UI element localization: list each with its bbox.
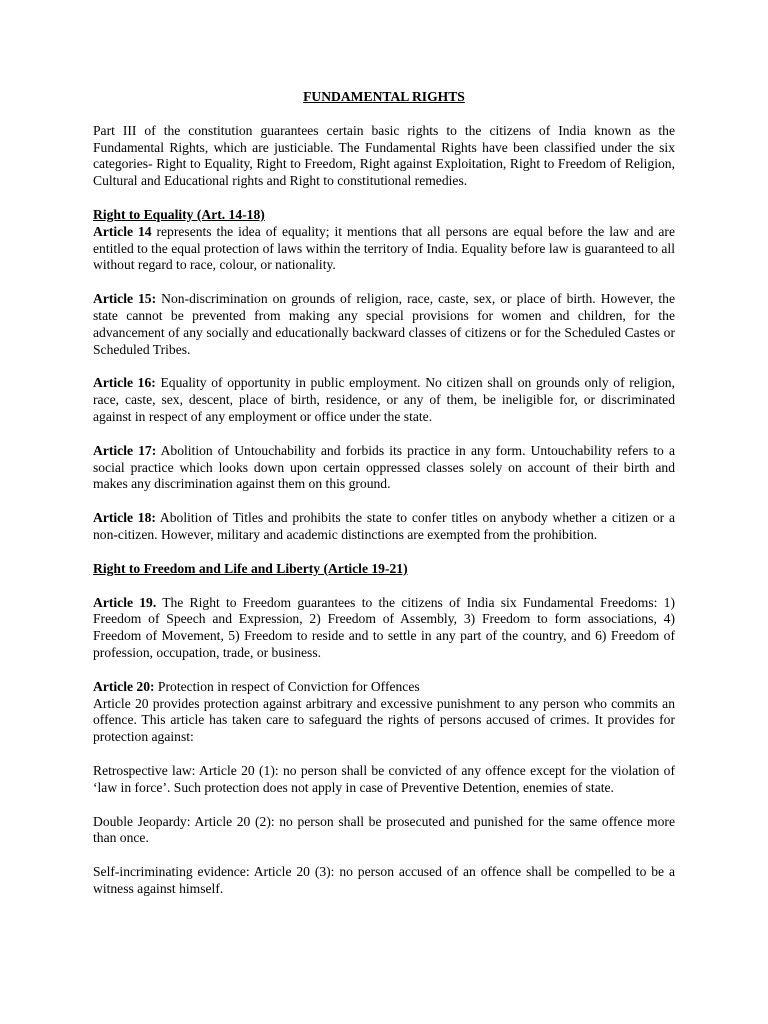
intro-paragraph: Part III of the constitution guarantees certain basic rights to the citizens of India known as the Fundamental Rights, which are justiciable. The Fundamental Rights have been classified under the six categories- Right to Equality, Right to Freedom, Right against Exploitation, Right to Freedom of Religion, Cultural and Educational rights and Right to constitutional remedies. [93,122,675,189]
article-text: Abolition of Untouchability and forbids its practice in any form. Untouchability refers to a social practice which looks down upon certain oppressed classes solely on account of their birth and makes any discrimination against them on this ground. [93,442,675,492]
article-19-paragraph [93,595,675,662]
article-label: Article 16: [93,375,156,391]
article-text: The Right to Freedom guarantees to the citizens of India six Fundamental Freedoms: 1) Freedom of Speech and Expression, 2) Freedom of Assembly, 3) Freedom to form associations, 4) Freedom of Movement, 5) Freedom to reside and to settle in any part of the country, and 6) Freedom of profession, occupation, trade, or business. [93,594,675,660]
section-heading-equality: Right to Equality (Art. 14-18) [93,206,265,222]
self-incrimination-paragraph: Self-incriminating evidence: Article 20 (3): no person accused of an offence shall be compelled to be a witness against himself. [93,864,675,896]
double-jeopardy-paragraph: Double Jeopardy: Article 20 (2): no person shall be prosecuted and punished for the same offence more than once. [93,813,675,846]
page-title: FUNDAMENTAL RIGHTS [303,89,465,104]
article-label: Article 19. [93,594,157,610]
article-20-subtitle [93,679,675,696]
article-text: represents the idea of equality; it mentions that all persons are equal before the law and are entitled to the equal protection of laws within the territory of India. Equality before law is guaranteed to all without regard to race, colour, or nationality. [93,223,675,273]
article-text: Protection in respect of Conviction for Offences [154,678,420,694]
article-15-paragraph [93,291,675,358]
article-label: Article 20: [93,678,155,694]
article-14-paragraph [93,224,675,274]
article-label: Article 15: [93,291,157,307]
article-text: Equality of opportunity in public employment. No citizen shall on grounds only of religion, race, caste, sex, descent, place of birth, residence, or any of them, be ineligible for, or discriminated against in respect of any employment or office under the state. [93,375,675,424]
article-text: Abolition of Titles and prohibits the state to confer titles on anybody whether a citizen or a non-citizen. However, military and academic distinctions are exempted from the prohibition. [93,510,675,542]
article-label: Article 18: [93,510,156,526]
article-text: Non-discrimination on grounds of religion, race, caste, sex, or place of birth. However, the state cannot be prevented from making any special provisions for women and children, for the advancement of any socially and educationally backward classes of citizens or for the Scheduled Castes or Scheduled Tribes. [93,291,675,357]
section-heading-freedom: Right to Freedom and Life and Liberty (Article 19-21) [93,560,408,576]
article-17-paragraph [93,443,675,493]
article-label: Article 14 [93,223,152,239]
article-label: Article 17: [93,442,157,458]
article-16-paragraph [93,375,675,425]
retrospective-law-paragraph: Retrospective law: Article 20 (1): no person shall be convicted of any offence except for the violation of ‘law in force’. Such protection does not apply in case of Preventive Detention, enemies of state. [93,762,675,795]
article-18-paragraph [93,510,675,544]
article-20-body: Article 20 provides protection against arbitrary and excessive punishment to any person who commits an offence. This article has taken care to safeguard the rights of persons accused of crimes. It provides for protection against: [93,695,675,745]
